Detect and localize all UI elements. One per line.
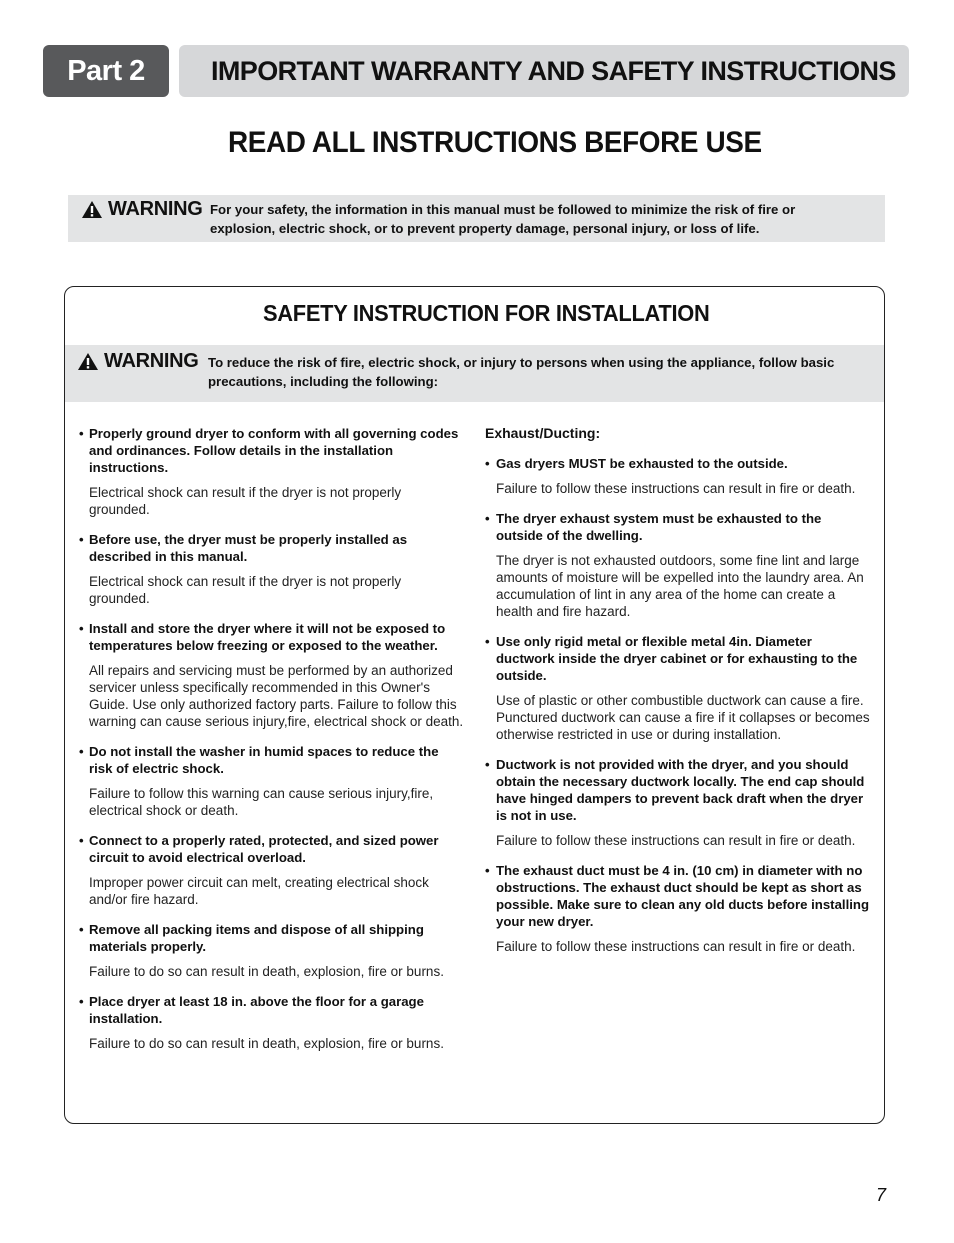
left-column bbox=[79, 425, 465, 1065]
page-number: 7 bbox=[875, 1185, 886, 1205]
list-item: • Use only rigid metal or flexible metal 4in. Diameter ductwork inside the dryer cabinet or for exhausting to the outside. Use of plastic or other combustible ductwork can cause a fire. Punctured ductwork can cause a fire if it collapses or becomes otherwise restricted in use or during installation. bbox=[485, 634, 870, 742]
item-description: Failure to follow this warning can cause serious injury,fire, electrical shock or death. bbox=[89, 786, 434, 818]
item-description: All repairs and servicing must be performed by an authorized servicer unless specifically recommended in this Owner's Guide. Use only authorized factory parts. Failure to follow this warning can cause serious injury,fire, electrical shock or death. bbox=[89, 663, 464, 729]
item-description: Failure to follow these instructions can result in fire or death. bbox=[496, 833, 856, 848]
top-warning-text: For your safety, the information in this manual must be followed to minimize the risk of fire or explosion, electric shock, or to prevent property damage, personal injury, or loss of life. bbox=[210, 202, 796, 236]
list-item: • Remove all packing items and dispose of all shipping materials properly. Failure to do so can result in death, explosion, fire or burns. bbox=[79, 921, 465, 980]
safety-instruction-box bbox=[64, 286, 885, 1124]
main-heading: READ ALL INSTRUCTIONS BEFORE USE bbox=[228, 126, 762, 159]
list-item: • The dryer exhaust system must be exhausted to the outside of the dwelling. The dryer is not exhausted outdoors, some fine lint and large amounts of moisture will be expelled into the laundry area. An accumulation of lint in any area of the home can create a health and fire hazard. bbox=[485, 510, 870, 620]
section-title-bar bbox=[179, 45, 909, 97]
bullet-text: Gas dryers MUST be exhausted to the outside. bbox=[496, 456, 788, 471]
safety-section-title: SAFETY INSTRUCTION FOR INSTALLATION bbox=[263, 300, 710, 326]
bullet-text: Properly ground dryer to conform with all governing codes and ordinances. Follow details in the installation instructions. bbox=[89, 426, 459, 475]
list-item: • Do not install the washer in humid spaces to reduce the risk of electric shock. Failure to follow this warning can cause serious injury,fire, electrical shock or death. bbox=[79, 743, 465, 819]
item-description: Use of plastic or other combustible ductwork can cause a fire. Punctured ductwork can cause a fire if it collapses or becomes otherwise restricted in use or during installation. bbox=[496, 693, 870, 742]
installation-warning-label bbox=[77, 350, 199, 373]
list-item: • Install and store the dryer where it will not be exposed to temperatures below freezing or exposed to the weather. All repairs and servicing must be performed by an authorized servicer unless specifically recommended in this Owner's Guide. Use only authorized factory parts. Failure to follow this warning can cause serious injury,fire, electrical shock or death. bbox=[79, 621, 464, 729]
item-description: Failure to do so can result in death, explosion, fire or burns. bbox=[89, 964, 444, 979]
list-item: • Properly ground dryer to conform with all governing codes and ordinances. Follow details in the installation instructions. Electrical shock can result if the dryer is not properly grounded. bbox=[79, 425, 465, 518]
warning-word: WARNING bbox=[108, 198, 203, 220]
bullet-text: Ductwork is not provided with the dryer, and you should obtain the necessary ductwork locally. The end cap should have hinged dampers to prevent back draft when the dryer is not in use. bbox=[496, 757, 865, 823]
top-warning-band bbox=[68, 195, 885, 242]
section-title: IMPORTANT WARRANTY AND SAFETY INSTRUCTIONS bbox=[211, 55, 896, 86]
bullet-text: The dryer exhaust system must be exhausted to the outside of the dwelling. bbox=[496, 511, 822, 543]
bullet-text: Install and store the dryer where it will not be exposed to temperatures below freezing or exposed to the weather. bbox=[89, 621, 446, 653]
item-description: The dryer is not exhausted outdoors, some fine lint and large amounts of moisture will be expelled into the laundry area. An accumulation of lint in any area of the home can create a health and fire hazard. bbox=[496, 553, 864, 619]
part-label: Part 2 bbox=[67, 54, 145, 87]
list-item: • Gas dryers MUST be exhausted to the outside. Failure to follow these instructions can result in fire or death. bbox=[485, 455, 870, 497]
item-description: Electrical shock can result if the dryer is not properly grounded. bbox=[89, 574, 402, 606]
warning-triangle-icon bbox=[81, 200, 103, 219]
bullet-text: The exhaust duct must be 4 in. (10 cm) in diameter with no obstructions. The exhaust duct should be kept as short as possible. Make sure to clean any old ducts before installing your new dryer. bbox=[496, 863, 870, 929]
top-warning-label bbox=[81, 198, 203, 221]
item-description: Improper power circuit can melt, creating electrical shock and/or fire hazard. bbox=[89, 875, 429, 907]
bullet-text: Before use, the dryer must be properly installed as described in this manual. bbox=[89, 532, 408, 564]
list-item: • Before use, the dryer must be properly installed as described in this manual. Electrical shock can result if the dryer is not properly grounded. bbox=[79, 531, 465, 607]
installation-warning-band bbox=[65, 345, 884, 402]
bullet-text: Remove all packing items and dispose of all shipping materials properly. bbox=[89, 922, 424, 954]
item-description: Failure to follow these instructions can result in fire or death. bbox=[496, 481, 856, 496]
list-item: • Place dryer at least 18 in. above the floor for a garage installation. Failure to do so can result in death, explosion, fire or burns. bbox=[79, 993, 465, 1052]
bullet-text: Use only rigid metal or flexible metal 4in. Diameter ductwork inside the dryer cabinet or for exhausting to the outside. bbox=[496, 634, 858, 683]
exhaust-ducting-heading: Exhaust/Ducting: bbox=[485, 425, 601, 441]
bullet-text: Do not install the washer in humid spaces to reduce the risk of electric shock. bbox=[89, 744, 439, 776]
list-item: • Connect to a properly rated, protected, and sized power circuit to avoid electrical overload. Improper power circuit can melt, creating electrical shock and/or fire hazard. bbox=[79, 832, 465, 908]
item-description: Failure to do so can result in death, explosion, fire or burns. bbox=[89, 1036, 444, 1051]
item-description: Electrical shock can result if the dryer is not properly grounded. bbox=[89, 485, 402, 517]
bullet-text: Place dryer at least 18 in. above the floor for a garage installation. bbox=[89, 994, 424, 1026]
list-item: • The exhaust duct must be 4 in. (10 cm) in diameter with no obstructions. The exhaust duct should be kept as short as possible. Make sure to clean any old ducts before installing your new dryer. Failure to follow these instructions can result in fire or death. bbox=[485, 863, 870, 954]
right-column bbox=[485, 425, 870, 968]
installation-warning-text: To reduce the risk of fire, electric shock, or injury to persons when using the appliance, follow basic precautions, including the following: bbox=[208, 355, 835, 389]
warning-triangle-icon bbox=[77, 352, 99, 371]
list-item: • Ductwork is not provided with the dryer, and you should obtain the necessary ductwork locally. The end cap should have hinged dampers to prevent back draft when the dryer is not in use. Failure to follow these instructions can result in fire or death. bbox=[485, 756, 870, 849]
part-tab bbox=[43, 45, 169, 97]
item-description: Failure to follow these instructions can result in fire or death. bbox=[496, 939, 856, 954]
bullet-text: Connect to a properly rated, protected, and sized power circuit to avoid electrical overload. bbox=[89, 833, 439, 865]
warning-word: WARNING bbox=[104, 350, 199, 372]
